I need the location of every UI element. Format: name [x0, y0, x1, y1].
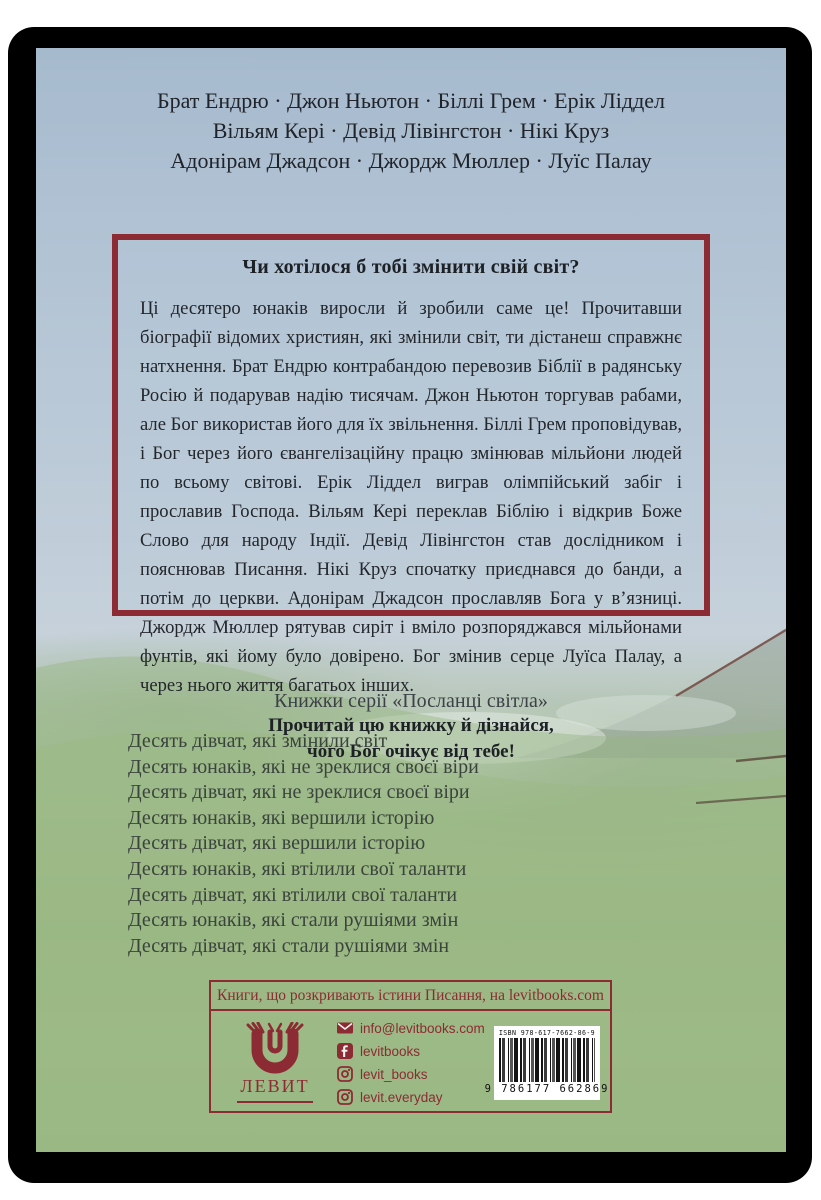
- author-line: Брат Ендрю · Джон Ньютон · Біллі Грем · Ерік Ліддел: [156, 88, 666, 113]
- series-list: [36, 729, 786, 959]
- publisher-tagline: Книги, що розкривають істини Писання, на levitbooks.com: [211, 982, 610, 1011]
- authors-list: [36, 86, 786, 176]
- publisher-footer-content: [211, 1011, 610, 1111]
- series-heading: Книжки серії «Посланці світла»: [274, 690, 548, 712]
- facebook-icon: [337, 1043, 353, 1059]
- contact-label: levitbooks: [360, 1043, 421, 1059]
- series-item: Десять дівчат, які втілили свої таланти: [128, 883, 458, 906]
- contact-instagram-books: [337, 1066, 485, 1082]
- blurb-heading: Чи хотілося б тобі змінити свій світ?: [242, 256, 580, 278]
- call-to-action-line: чого Бог очікує від тебе!: [307, 741, 515, 762]
- levit-logo-emblem: [244, 1022, 306, 1074]
- logo-underline: [237, 1101, 313, 1103]
- call-to-action-line: Прочитай цю книжку й дізнайся,: [268, 715, 554, 736]
- contact-instagram-everyday: [337, 1089, 485, 1105]
- author-line: Вільям Кері · Девід Лівінгстон · Нікі Круз: [212, 118, 610, 143]
- series-item: Десять юнаків, які стали рушіями змін: [128, 909, 459, 932]
- instagram-icon: [337, 1089, 353, 1105]
- blurb-text: Ці десятеро юнаків виросли й зробили саме це! Прочитавши біографії відомих християн, які змінили світ, ти дістанеш справжнє натхнення. Брат Ендрю контрабандою перевозив Біблії в радянську Росію й подарував надію тисячам. Джон Ньютон торгував рабами, але Бог використав його для їх звільнення. Біллі Грем проповідував, і Бог через його євангелізаційну працю змінював мільйони людей по всьому світові. Ерік Ліддел виграв олімпійський забіг і прославив Господа. Вільям Кері переклав Біблію і відкрив Боже Слово для народу Індії. Девід Лівінгстон став дослідником і пояснював Писання. Нікі Круз спочатку приєднався до банди, а потім до церкви. Адонірам Джадсон прославляв Бога у в’язниці. Джордж Мюллер рятував сиріт і вміло розпоряджався мільйонами фунтів, які йому було довірено. Бог змінив серце Луїса Палау, а через нього життя багатьох інших.: [140, 298, 682, 696]
- barcode-bars: [499, 1038, 595, 1082]
- publisher-name: ЛЕВИТ: [240, 1076, 310, 1096]
- publisher-footer: [209, 980, 612, 1113]
- contact-facebook: [337, 1043, 485, 1059]
- isbn-label: ISBN 978-617-7662-86-9: [498, 1028, 596, 1037]
- contact-label: levit_books: [360, 1066, 428, 1082]
- series-item: Десять дівчат, які не зреклися своєї віри: [128, 781, 470, 804]
- contact-list: [337, 1020, 485, 1105]
- instagram-icon: [337, 1066, 353, 1082]
- contact-label: levit.everyday: [360, 1089, 443, 1105]
- series-item: Десять юнаків, які втілили свої таланти: [128, 857, 467, 880]
- publisher-logo: [227, 1022, 323, 1103]
- cover-artwork: [36, 48, 786, 1152]
- isbn-barcode: [484, 1026, 610, 1100]
- email-icon: [337, 1020, 353, 1036]
- series-item: Десять дівчат, які змінили світ: [128, 730, 388, 752]
- isbn-number: 9 786177 662869: [484, 1082, 610, 1095]
- series-section: [36, 690, 786, 959]
- contact-label: info@levitbooks.com: [360, 1020, 485, 1036]
- series-item: Десять юнаків, які вершили історію: [128, 806, 435, 829]
- series-item: Десять дівчат, які вершили історію: [128, 832, 426, 855]
- series-item: Десять дівчат, які стали рушіями змін: [128, 934, 450, 957]
- author-line: Адонірам Джадсон · Джордж Мюллер · Луїс Палау: [170, 148, 652, 173]
- series-item: Десять юнаків, які не зреклися своєї віри: [128, 755, 479, 778]
- contact-email: [337, 1020, 485, 1036]
